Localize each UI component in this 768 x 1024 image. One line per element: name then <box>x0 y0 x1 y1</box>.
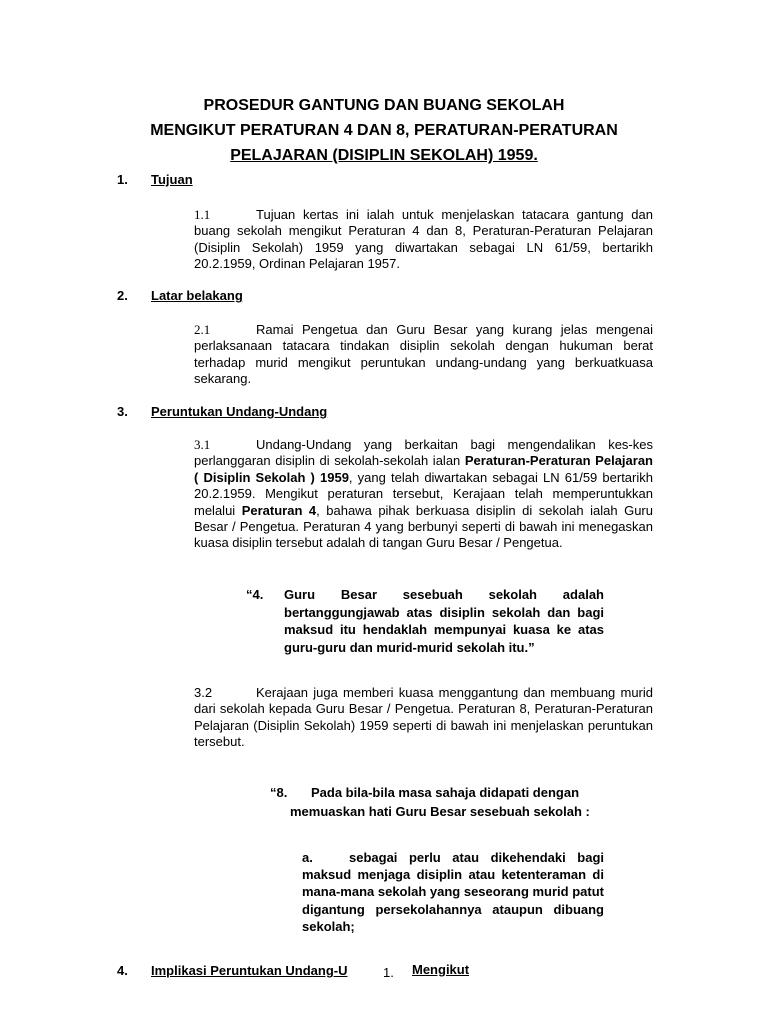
paragraph-number: 1.1 <box>194 207 211 222</box>
quote-number: “8. <box>270 785 288 800</box>
paragraph-text-part: , yang telah diwartakan sebagai LN 61/59 bertarikh 20.2.1959. Mengikut peraturan tersebut, Kerajaan telah memperuntukkan melalui <box>194 469 653 518</box>
title-line-3: PELAJARAN (DISIPLIN SEKOLAH) 1959. <box>230 147 538 164</box>
paragraph-2-1 <box>194 322 653 388</box>
paragraph-3-2 <box>194 685 653 751</box>
section-number: 2. <box>117 288 128 303</box>
section-number: 1. <box>117 172 128 187</box>
regulation-item-a <box>302 849 604 935</box>
paragraph-number: 3.2 <box>194 685 213 700</box>
quote-number: “4. <box>246 587 264 602</box>
quote-line-1: Pada bila-bila masa sahaja didapati dengan <box>311 785 580 800</box>
overlapping-heading-fragment: Mengikut <box>412 962 470 977</box>
item-letter: a. <box>302 850 313 865</box>
section-title: Implikasi Peruntukan Undang-U <box>151 963 348 978</box>
section-title: Latar belakang <box>151 288 243 303</box>
quote-text: Guru Besar sesebuah sekolah adalah bertanggungjawab atas disiplin sekolah dan bagi maksud itu hendaklah mempunyai kuasa ke atas guru-guru dan murid-murid sekolah itu.” <box>284 587 604 655</box>
paragraph-3-1 <box>194 437 653 552</box>
title-line-1: PROSEDUR GANTUNG DAN BUANG SEKOLAH <box>203 97 565 114</box>
page-number: 1. <box>380 965 397 982</box>
item-text: sebagai perlu atau dikehendaki bagi maksud menjaga disiplin atau ketenteraman di mana-mana sekolah yang seseorang murid patut digantung persekolahannya ataupun dibuang sekolah; <box>302 850 604 934</box>
regulation-reference: Peraturan-Peraturan Pelajaran ( Disiplin Sekolah ) 1959 <box>194 453 653 485</box>
section-number: 3. <box>117 404 128 419</box>
paragraph-text-part: Undang-Undang yang berkaitan bagi mengendalikan kes-kes perlanggaran disiplin di sekolah-sekolah ialan <box>194 437 653 469</box>
title-line-2: MENGIKUT PERATURAN 4 DAN 8, PERATURAN-PERATURAN <box>150 122 618 139</box>
section-title: Tujuan <box>151 172 193 187</box>
document-title <box>100 93 668 168</box>
paragraph-number: 3.1 <box>194 437 211 452</box>
regulation-reference: Peraturan 4 <box>241 502 317 518</box>
quote-line-2: memuaskan hati Guru Besar sesebuah sekolah : <box>290 804 590 819</box>
section-title: Peruntukan Undang-Undang <box>151 404 328 419</box>
paragraph-text: Ramai Pengetua dan Guru Besar yang kurang jelas mengenai perlaksanaan tatacara tindakan disiplin sekolah dengan hukuman berat terhadap murid mengikut peruntukan undang-undang yang berkuatkuasa sekarang. <box>194 322 653 387</box>
paragraph-text: Tujuan kertas ini ialah untuk menjelaskan tatacara gantung dan buang sekolah mengikut Peraturan 4 dan 8, Peraturan-Peraturan Pelajaran (Disiplin Sekolah) 1959 yang diwartakan sebagai LN 61/59, bertarikh 20.2.1959, Ordinan Pelajaran 1957. <box>194 207 653 272</box>
paragraph-text: Kerajaan juga memberi kuasa menggantung dan membuang murid dari sekolah kepada Guru Besar / Pengetua. Peraturan 8, Peraturan-Peraturan Pelajaran (Disiplin Sekolah) 1959 seperti di bawah ini menjelaskan peruntukan tersebut. <box>194 685 653 750</box>
paragraph-1-1 <box>194 207 653 273</box>
quote-regulation-4 <box>246 586 604 656</box>
section-number: 4. <box>117 963 128 978</box>
paragraph-text-part: , bahawa pihak berkuasa disiplin di sekolah ialah Guru Besar / Pengetua. Peraturan 4 yang berbunyi seperti di bawah ini menegaskan kuasa disiplin tersebut adalah di tangan Guru Besar / Pengetua. <box>194 502 653 551</box>
quote-regulation-8 <box>270 783 652 821</box>
paragraph-number: 2.1 <box>194 322 211 337</box>
